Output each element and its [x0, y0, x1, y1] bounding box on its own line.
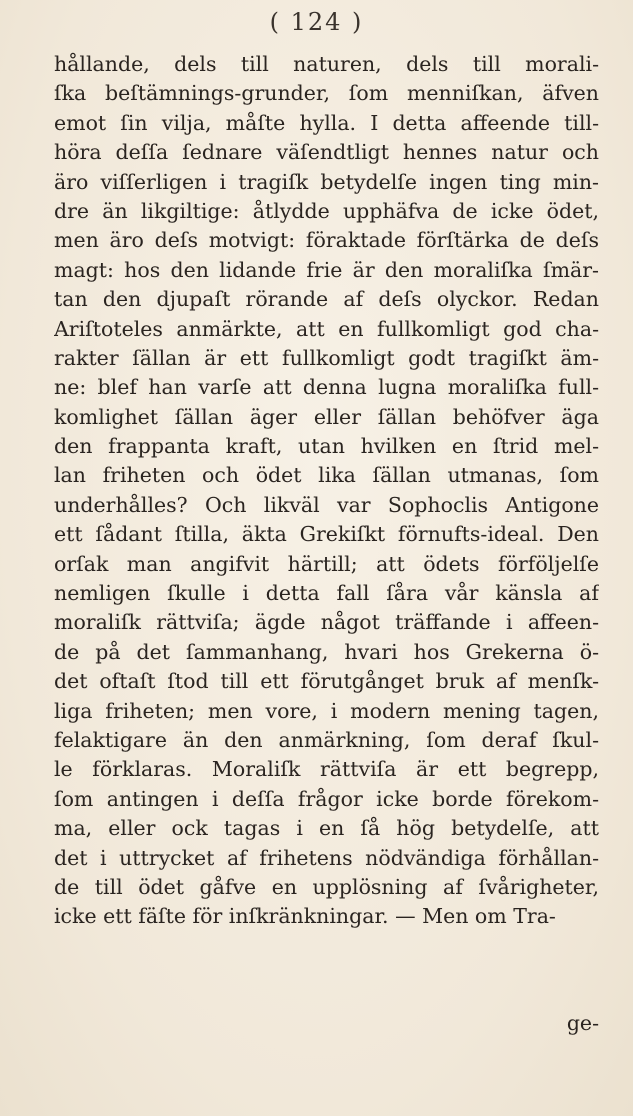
text-line: ne: blef han varſe att denna lugna moraliſka full-	[54, 375, 599, 400]
text-line: ma, eller ock tagas i en ſå hög betydelſe, att	[54, 816, 599, 841]
text-line: emot ſin vilja, måſte hylla. I detta affeende till-	[54, 110, 599, 135]
text-line: äro viſſerligen i tragiſk betydelſe ingen ting min-	[54, 169, 599, 194]
text-line: nemligen ſkulle i detta fall ſåra vår känsla af	[54, 581, 599, 606]
catchword: ge-	[566, 1011, 599, 1035]
text-line: hållande, dels till naturen, dels till morali-	[54, 52, 599, 76]
text-line: icke ett fäſte för inſkränkningar. — Men om Tra-	[54, 904, 556, 929]
text-line: den frappanta kraft, utan hvilken en ſtrid mel-	[54, 434, 599, 459]
text-line: de till ödet gåfve en upplösning af ſvårigheter,	[54, 874, 599, 899]
text-line: liga friheten; men vore, i modern mening tagen,	[54, 698, 599, 723]
text-line: Ariſtoteles anmärkte, att en fullkomligt god cha-	[54, 316, 599, 341]
text-line: men äro deſs motvigt: föraktade förſtärka de deſs	[54, 228, 599, 253]
text-line: komlighet ſällan äger eller ſällan behöfver äga	[54, 404, 599, 429]
text-line: orſak man angifvit härtill; att ödets förföljelſe	[54, 551, 599, 576]
page-number: ( 124 )	[269, 8, 364, 36]
text-line: tan den djupaſt rörande af deſs olyckor. Redan	[54, 287, 599, 312]
text-line: det oftaſt ſtod till ett förutgånget bruk af menſk-	[54, 669, 599, 694]
text-line: rakter ſällan är ett fullkomligt godt tragiſkt äm-	[54, 345, 599, 370]
text-line: lan friheten och ödet lika ſällan utmanas, ſom	[54, 463, 599, 488]
text-line: höra deſſa ſednare väſendtligt hennes natur och	[54, 140, 599, 165]
text-line: de på det ſammanhang, hvari hos Grekerna ö-	[54, 639, 599, 664]
text-line: det i uttrycket af frihetens nödvändiga förhållan-	[54, 845, 599, 870]
body-text	[54, 50, 599, 932]
text-line: magt: hos den lidande frie är den moraliſka ſmär-	[54, 257, 599, 282]
text-line: le förklaras. Moraliſk rättviſa är ett begrepp,	[54, 757, 599, 782]
text-line: underhålles? Och likväl var Sophoclis Antigone	[54, 492, 599, 517]
text-line: moraliſk rättviſa; ägde något träffande i affeen-	[54, 610, 599, 635]
text-line: felaktigare än den anmärkning, ſom deraf ſkul-	[54, 727, 599, 752]
text-line: dre än likgiltige: åtlydde upphäfva de icke ödet,	[54, 198, 599, 223]
text-line: ſka beſtämnings-grunder, ſom menniſkan, äfven	[54, 81, 599, 106]
text-line: ſom antingen i deſſa frågor icke borde förekom-	[54, 786, 599, 811]
text-line: ett ſådant ſtilla, äkta Grekiſkt förnufts-ideal. Den	[54, 522, 599, 547]
